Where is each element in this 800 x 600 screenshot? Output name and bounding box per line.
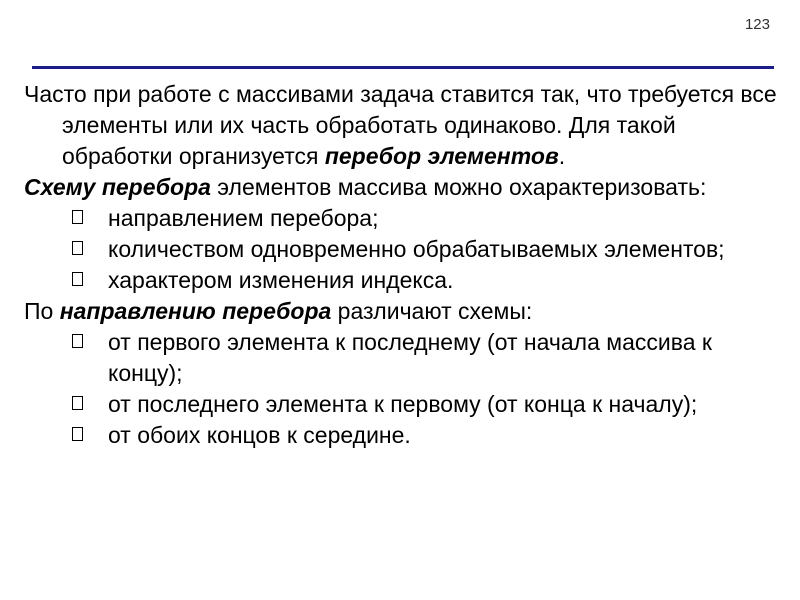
paragraph-direction-start: По: [24, 298, 60, 324]
term-iteration-scheme: Схему перебора: [24, 174, 211, 200]
paragraph-intro: [24, 79, 784, 172]
bullet-box-icon: [72, 396, 83, 410]
list-item: [24, 203, 784, 234]
page-number: 123: [744, 16, 770, 33]
paragraph-intro-end: .: [558, 143, 566, 169]
term-iteration-elements: перебор элементов: [324, 143, 559, 169]
paragraph-scheme-text: элементов массива можно охарактеризовать:: [210, 174, 707, 200]
list-item: [24, 265, 784, 296]
list-item: [24, 327, 784, 389]
paragraph-direction-text: различают схемы:: [331, 298, 533, 324]
bullet-box-icon: [72, 210, 83, 224]
list-item: [24, 420, 784, 451]
list-item-text: характером изменения индекса.: [108, 267, 454, 293]
paragraph-intro-text: Часто при работе с массивами задача ставится так, что требуется все элементы или их часть обработать одинаково. Для такой обработки организуется: [24, 81, 777, 169]
bullet-box-icon: [72, 241, 83, 255]
direction-schemes-list: [24, 327, 784, 451]
slide-body: [24, 79, 784, 451]
list-item: [24, 234, 784, 265]
header-rule: [32, 66, 774, 69]
list-item-text: от первого элемента к последнему (от начала массива к концу);: [108, 329, 712, 386]
term-iteration-direction: направлению перебора: [59, 298, 332, 324]
list-item-text: количеством одновременно обрабатываемых элементов;: [108, 236, 725, 262]
list-item-text: от обоих концов к середине.: [108, 422, 411, 448]
bullet-box-icon: [72, 427, 83, 441]
list-item: [24, 389, 784, 420]
bullet-box-icon: [72, 334, 83, 348]
list-item-text: направлением перебора;: [108, 205, 379, 231]
bullet-box-icon: [72, 272, 83, 286]
list-item-text: от последнего элемента к первому (от конца к началу);: [108, 391, 698, 417]
paragraph-scheme: [24, 172, 784, 203]
scheme-criteria-list: [24, 203, 784, 296]
paragraph-direction: [24, 296, 784, 327]
